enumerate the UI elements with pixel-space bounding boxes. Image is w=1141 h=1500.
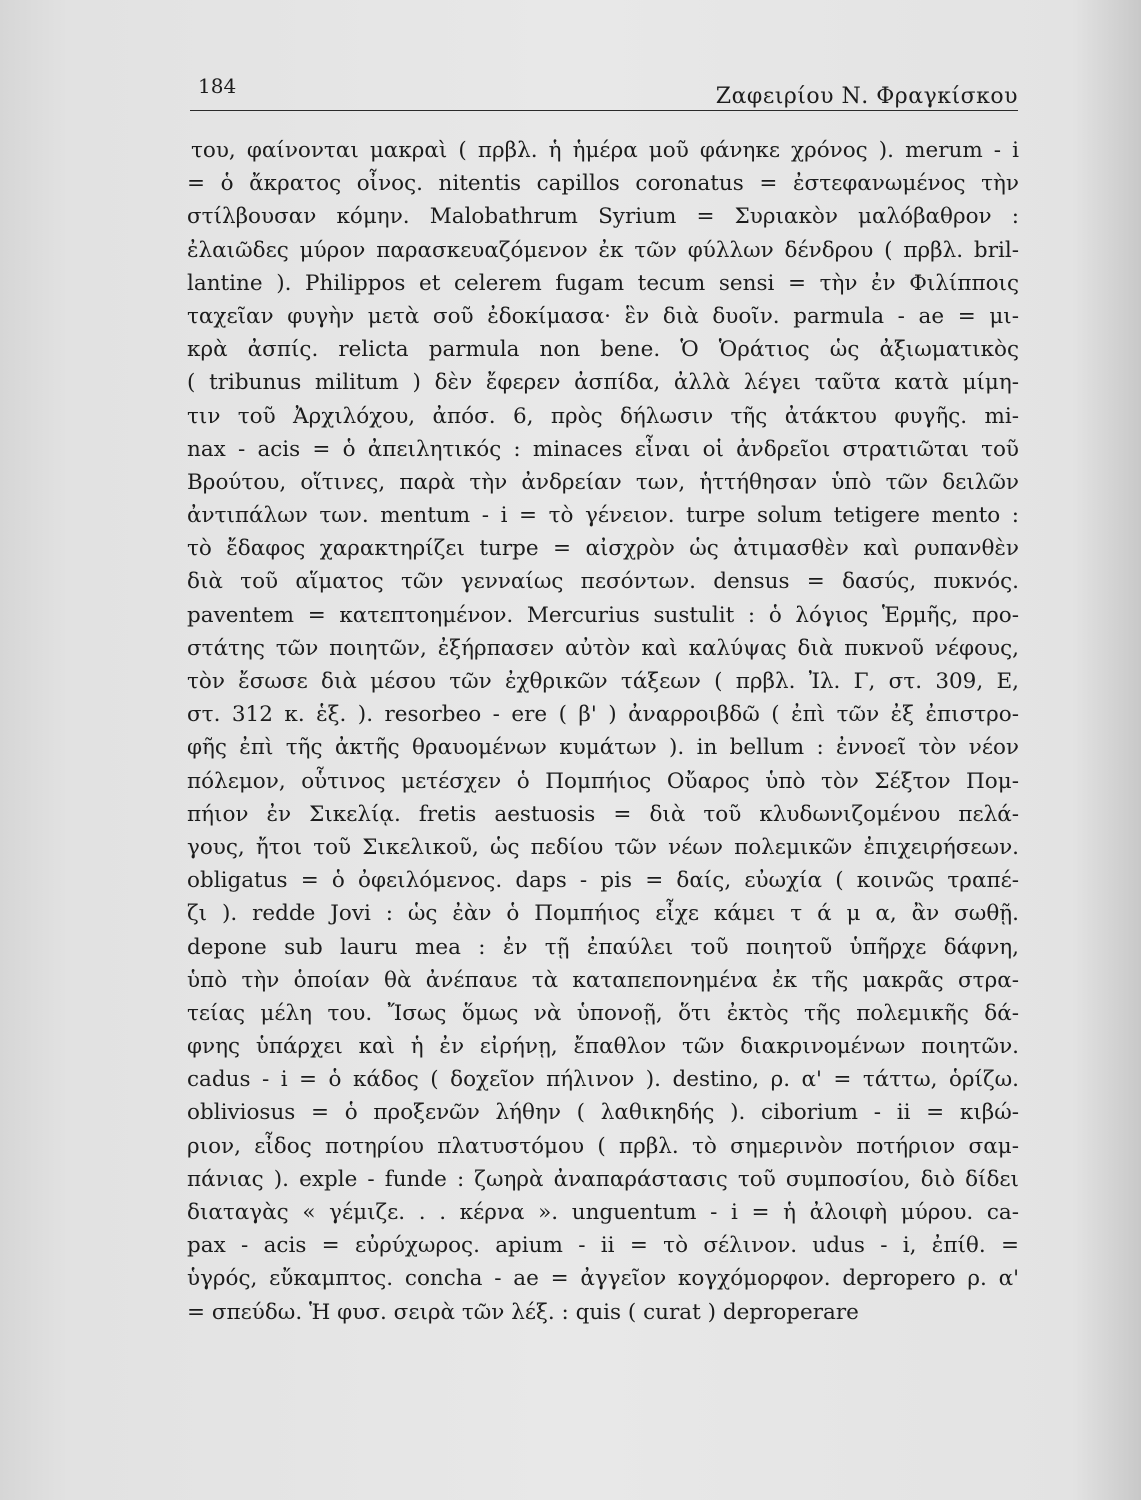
text-line: ταχεῖαν φυγὴν μετὰ σοῦ ἐδοκίμασα· ἓν διὰ δυοῖν. parmula - ae = μι- [187,303,1019,329]
page-header [190,70,1018,111]
text-line: φνης ὑπάρχει καὶ ἡ ἐν εἰρήνῃ, ἔπαθλον τῶν διακρινομένων ποιητῶν. [187,1034,1019,1060]
text-line: πήιον ἐν Σικελίᾳ. fretis aestuosis = διὰ τοῦ κλυδωνιζομένου πελά- [187,801,1019,827]
text-line: ὑπὸ τὴν ὁποίαν θὰ ἀνέπαυε τὰ καταπεπονημένα ἐκ τῆς μακρᾶς στρα- [187,967,1019,993]
text-line: ( tribunus militum ) δὲν ἔφερεν ἀσπίδα, ἀλλὰ λέγει ταῦτα κατὰ μίμη- [187,370,1019,396]
text-line: τείας μέλη του. Ἴσως ὅμως νὰ ὑπονοῇ, ὅτι ἐκτὸς τῆς πολεμικῆς δά- [187,1000,1019,1026]
text-line: ἀντιπάλων των. mentum - i = τὸ γένειον. turpe solum tetigere mento : [187,503,1019,529]
text-line: πάνιας ). exple - funde : ζωηρὰ ἀναπαράστασις τοῦ συμποσίου, διὸ δίδει [187,1166,1019,1192]
text-line: γους, ἤτοι τοῦ Σικελικοῦ, ὡς πεδίου τῶν νέων πολεμικῶν ἐπιχειρήσεων. [187,834,1019,860]
text-line: στάτης τῶν ποιητῶν, ἐξήρπασεν αὐτὸν καὶ καλύψας διὰ πυκνοῦ νέφους, [187,635,1019,661]
text-line: lantine ). Philippos et celerem fugam tecum sensi = τὴν ἐν Φιλίπποις [187,270,1019,296]
text-line: ζι ). redde Jovi : ὡς ἐὰν ὁ Πομπήιος εἶχε κάμει τ ά μ α, ἂν σωθῇ. [187,901,1019,927]
text-line: τιν τοῦ Ἀρχιλόχου, ἀπόσ. 6, πρὸς δήλωσιν τῆς ἀτάκτου φυγῆς. mi- [187,403,1019,429]
text-line: φῆς ἐπὶ τῆς ἀκτῆς θραυομένων κυμάτων ). in bellum : ἐννοεῖ τὸν νέον [187,735,1019,761]
text-line: obliviosus = ὁ προξενῶν λήθην ( λαθικηδής ). ciborium - ii = κιβώ- [187,1100,1019,1126]
text-line: = σπεύδω. Ἡ φυσ. σειρὰ τῶν λέξ. : quis ( curat ) deproperare [187,1299,859,1325]
running-head: Ζαφειρίου Ν. Φραγκίσκου [715,84,1018,109]
text-line: διαταγὰς « γέμιζε. . . κέρνα ». unguentum - i = ἡ ἀλοιφὴ μύρου. ca- [187,1200,1019,1225]
text-line: pax - acis = εὐρύχωρος. apium - ii = τὸ σέλινον. udus - i, ἐπίθ. = [187,1233,1019,1259]
text-line: ριον, εἶδος ποτηρίου πλατυστόμου ( πρβλ. τὸ σημερινὸν ποτήριον σαμ- [187,1133,1019,1159]
text-line: cadus - i = ὁ κάδος ( δοχεῖον πήλινον ). destino, ρ. α' = τάττω, ὁρίζω. [187,1067,1019,1093]
text-line: πόλεμον, οὗτινος μετέσχεν ὁ Πομπήιος Οὔαρος ὑπὸ τὸν Σέξτον Πομ- [187,768,1019,794]
text-line: nax - acis = ὁ ἀπειλητικός : minaces εἶναι οἱ ἀνδρεῖοι στρατιῶται τοῦ [187,436,1019,462]
text-line: ἐλαιῶδες μύρον παρασκευαζόμενον ἐκ τῶν φύλλων δένδρου ( πρβλ. bril- [187,237,1019,263]
text-line: τὸ ἔδαφος χαρακτηρίζει turpe = αἰσχρὸν ὡς ἀτιμασθὲν καὶ ρυπανθὲν [187,536,1019,562]
text-line: στίλβουσαν κόμην. Malobathrum Syrium = Συριακὸν μαλόβαθρον : [187,204,1019,230]
text-line: τὸν ἔσωσε διὰ μέσου τῶν ἐχθρικῶν τάξεων ( πρβλ. Ἰλ. Γ, στ. 309, Ε, [187,669,1019,694]
text-line: διὰ τοῦ αἵματος τῶν γενναίως πεσόντων. densus = δασύς, πυκνός. [187,569,1019,595]
page-number: 184 [198,74,237,98]
text-line: ὑγρός, εὔκαμπτος. concha - ae = ἀγγεῖον κογχόμορφον. depropero ρ. α' [187,1266,1019,1292]
text-line: Βρούτου, οἵτινες, παρὰ τὴν ἀνδρείαν των, ἡττήθησαν ὑπὸ τῶν δειλῶν [187,469,1019,495]
text-line: του, φαίνονται μακραὶ ( πρβλ. ἡ ἡμέρα μοῦ φάνηκε χρόνος ). merum - i [191,138,1019,163]
text-line: = ὁ ἄκρατος οἶνος. nitentis capillos coronatus = ἐστεφανωμένος τὴν [187,171,1019,197]
text-line: κρὰ ἀσπίς. relicta parmula non bene. Ὁ Ὁράτιος ὡς ἀξιωματικὸς [187,337,1019,363]
text-line: depone sub lauru mea : ἐν τῇ ἐπαύλει τοῦ ποιητοῦ ὑπῆρχε δάφνη, [187,934,1019,960]
text-line: στ. 312 κ. ἑξ. ). resorbeo - ere ( β' ) ἀναρροιβδῶ ( ἐπὶ τῶν ἐξ ἐπιστρο- [187,702,1019,728]
body-text [187,134,1019,1329]
text-line: paventem = κατεπτοημένον. Mercurius sustulit : ὁ λόγιος Ἑρμῆς, προ- [187,602,1019,628]
text-line: obligatus = ὁ ὀφειλόμενος. daps - pis = δαίς, εὐωχία ( κοινῶς τραπέ- [187,868,1019,894]
